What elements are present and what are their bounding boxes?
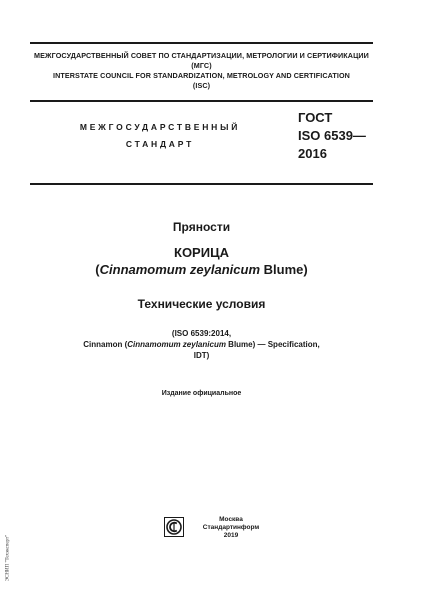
iso-latin-name: Cinnamomum zeylanicum <box>127 340 226 349</box>
iso-line2-pre: Cinnamon ( <box>83 340 128 349</box>
council-en-abbr: (ISC) <box>192 81 211 90</box>
publisher-city: Москва <box>219 516 243 523</box>
title-line2 <box>30 261 373 278</box>
designation-line1: ГОСТ <box>298 110 333 125</box>
standartinform-logo-icon <box>164 517 184 537</box>
council-en: INTERSTATE COUNCIL FOR STANDARDIZATION, METROLOGY AND CERTIFICATION <box>53 71 350 80</box>
council-ru: МЕЖГОСУДАРСТВЕННЫЙ СОВЕТ ПО СТАНДАРТИЗАЦИИ, МЕТРОЛОГИИ И СЕРТИФИКАЦИИ <box>34 51 369 60</box>
publisher-year: 2019 <box>223 532 239 539</box>
iso-line3: IDT) <box>193 351 210 360</box>
header-rule <box>30 100 373 102</box>
side-stamp-text: ЭСНИП "Техэксперт" <box>5 534 11 581</box>
council-header <box>30 51 373 91</box>
title-latin-name: Cinnamomum zeylanicum <box>99 262 261 277</box>
standard-label <box>75 119 245 153</box>
publisher-info <box>196 516 266 540</box>
designation-rule <box>30 183 373 185</box>
iso-reference <box>30 328 373 361</box>
iso-line1: (ISO 6539:2014, <box>171 329 232 338</box>
side-stamp <box>2 520 14 595</box>
title-open-paren: ( <box>95 262 100 277</box>
council-ru-abbr: (МГС) <box>191 61 212 70</box>
category-heading: Пряности <box>172 220 231 234</box>
publisher-name: Стандартинформ <box>202 524 260 531</box>
edition-label: Издание официальное <box>161 390 242 397</box>
designation-line3: 2016 <box>298 146 327 161</box>
document-title <box>30 244 373 278</box>
iso-line2-post: Blume) — Specification, <box>225 340 320 349</box>
iso-line2 <box>30 339 373 350</box>
title-line1: КОРИЦА <box>174 245 229 260</box>
standard-label-line1: МЕЖГОСУДАРСТВЕННЫЙ <box>79 122 241 132</box>
document-subtitle: Технические условия <box>137 297 266 311</box>
standard-label-line2: СТАНДАРТ <box>125 139 195 149</box>
standard-designation <box>298 109 366 163</box>
title-author: Blume) <box>260 262 308 277</box>
top-rule <box>30 42 373 44</box>
designation-line2: ISO 6539— <box>298 128 366 143</box>
